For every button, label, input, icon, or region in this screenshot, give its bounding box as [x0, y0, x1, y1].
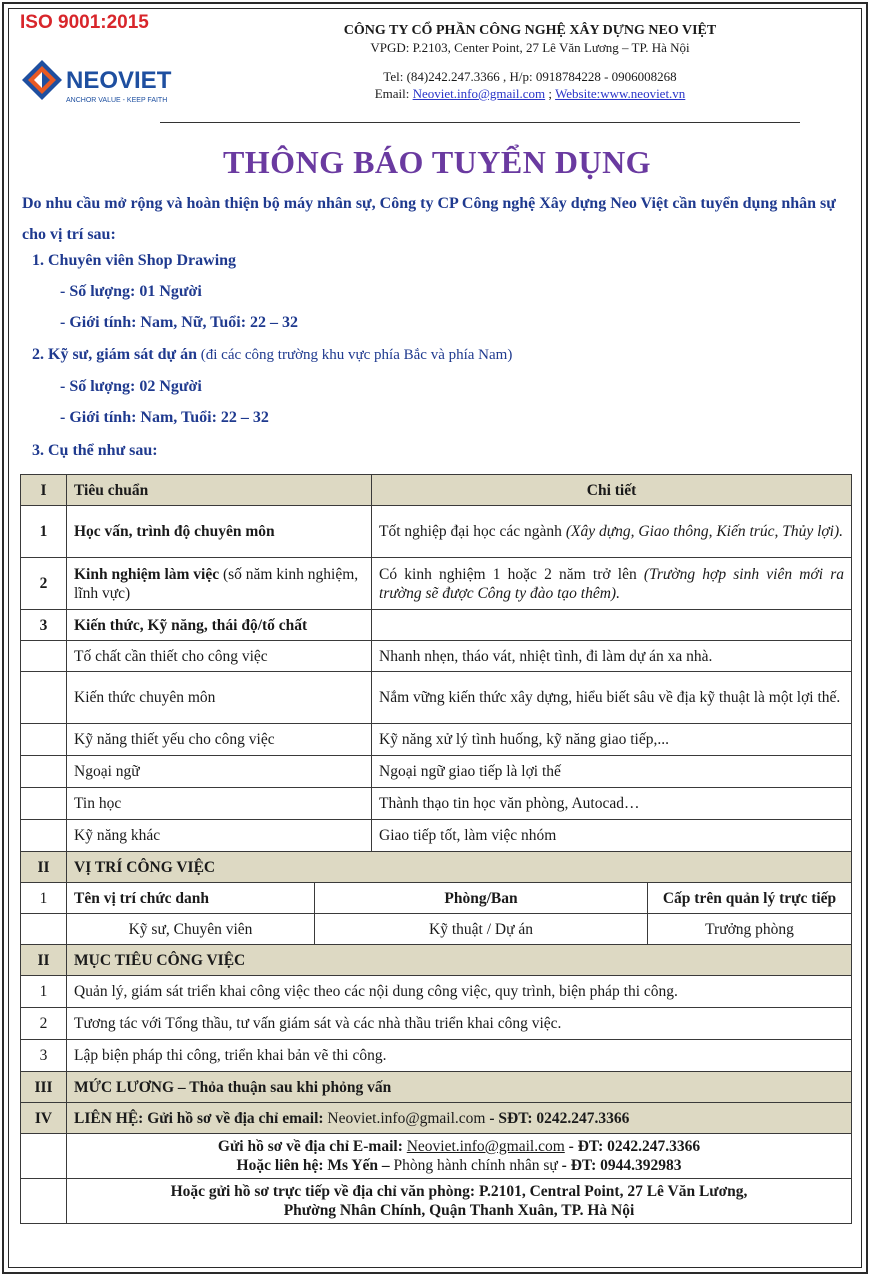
contact-address	[67, 1179, 852, 1224]
contact-person-prefix: Hoặc liên hệ: Ms Yến –	[236, 1157, 394, 1174]
email-link[interactable]: Neoviet.info@gmail.com	[412, 86, 546, 101]
table-row	[21, 1040, 852, 1072]
detail-education	[372, 506, 852, 558]
table-row	[21, 820, 852, 852]
address-line-1: Hoặc gửi hồ sơ trực tiếp về địa chỉ văn phòng: P.2101, Central Point, 27 Lê Văn Lương,	[170, 1183, 748, 1200]
table-row	[21, 506, 852, 558]
skill-label: Kỹ năng thiết yếu cho công việc	[67, 724, 372, 756]
column-header-details: Chi tiết	[372, 475, 852, 506]
skill-detail: Thành thạo tin học văn phòng, Autocad…	[372, 788, 852, 820]
contact-person-phone: - ĐT: 0944.392983	[557, 1157, 682, 1174]
section-number: II	[21, 945, 67, 976]
skill-label: Tin học	[67, 788, 372, 820]
goal-text: Lập biện pháp thi công, triển khai bản vẽ thi công.	[67, 1040, 852, 1072]
table-row	[21, 641, 852, 672]
intro-paragraph: Do nhu cầu mở rộng và hoàn thiện bộ máy nhân sự, Công ty CP Công nghệ Xây dựng Neo Việt cần tuyển dụng nhân sự cho vị trí sau:	[22, 195, 836, 243]
email-separator: ;	[545, 86, 556, 101]
table-row	[21, 724, 852, 756]
skill-detail: Kỹ năng xử lý tình huống, kỹ năng giao tiếp,...	[372, 724, 852, 756]
section-title: VỊ TRÍ CÔNG VIỆC	[67, 852, 852, 883]
detail-italic: (Trường hợp sinh viên mới ra trường sẽ được Công ty đào tạo thêm).	[379, 565, 845, 602]
skill-label: Kỹ năng khác	[67, 820, 372, 852]
table-row	[21, 914, 852, 945]
detail-text: Tốt nghiệp đại học các ngành	[379, 523, 566, 540]
address-line-2: Phường Nhân Chính, Quận Thanh Xuân, TP. Hà Nội	[283, 1202, 635, 1219]
contact-details	[67, 1134, 852, 1179]
goal-number: 3	[21, 1040, 67, 1072]
row-number-empty	[21, 820, 67, 852]
company-phone: Tel: (84)242.247.3366 , H/p: 0918784228 - 0906008268	[383, 69, 677, 84]
position-2-title: 2. Kỹ sư, giám sát dự án	[32, 346, 197, 363]
table-row	[21, 610, 852, 641]
goal-text: Quản lý, giám sát triển khai công việc theo các nội dung công việc, quy trình, biện pháp thi công.	[67, 976, 852, 1008]
company-email-line	[250, 85, 810, 102]
goal-text: Tương tác với Tổng thầu, tư vấn giám sát và các nhà thầu triển khai công việc.	[67, 1008, 852, 1040]
table-row	[21, 1008, 852, 1040]
position-value-department: Kỹ thuật / Dự án	[315, 914, 648, 945]
row-number: 1	[21, 506, 67, 558]
detail-italic: (Xây dựng, Giao thông, Kiến trúc, Thủy lợi).	[565, 523, 843, 540]
criteria-label: Kinh nghiệm làm việc	[74, 565, 220, 583]
section-row-goals	[21, 945, 852, 976]
company-header	[250, 22, 810, 102]
table-header-row	[21, 475, 852, 506]
email-prefix: Email:	[374, 86, 413, 101]
skill-detail: Nắm vững kiến thức xây dựng, hiểu biết sâu về địa kỹ thuật là một lợi thế.	[372, 672, 852, 724]
row-number: 1	[21, 883, 67, 914]
criteria-note: (số năm kinh nghiệm, lĩnh vực)	[74, 565, 359, 602]
table-row	[21, 672, 852, 724]
section-number: III	[21, 1072, 67, 1103]
table-row	[21, 883, 852, 914]
criteria-education: Học vấn, trình độ chuyên môn	[67, 506, 372, 558]
row-number-empty	[21, 914, 67, 945]
table-row	[21, 558, 852, 610]
row-number-empty	[21, 724, 67, 756]
section-number: II	[21, 852, 67, 883]
position-value-manager: Trưởng phòng	[648, 914, 852, 945]
section-title: MỤC TIÊU CÔNG VIỆC	[67, 945, 852, 976]
iso-certification: ISO 9001:2015	[20, 12, 149, 33]
column-header-criteria: Tiêu chuẩn	[67, 475, 372, 506]
position-1-gender: - Giới tính: Nam, Nữ, Tuổi: 22 – 32	[60, 314, 299, 331]
position-1-title: 1. Chuyên viên Shop Drawing	[32, 252, 237, 269]
skill-label: Kiến thức chuyên môn	[67, 672, 372, 724]
row-number-empty	[21, 756, 67, 788]
criteria-experience	[67, 558, 372, 610]
header-divider	[160, 122, 800, 123]
position-2-quantity: - Số lượng: 02 Người	[60, 378, 202, 395]
logo-wordmark: NEOVIET	[66, 67, 172, 94]
neoviet-logo	[20, 58, 180, 112]
contact-title-email[interactable]: Neoviet.info@gmail.com	[327, 1109, 486, 1127]
contact-title-text: LIÊN HỆ: Gửi hồ sơ về địa chỉ email:	[74, 1109, 328, 1127]
table-row	[21, 756, 852, 788]
skill-detail: Ngoại ngữ giao tiếp là lợi thế	[372, 756, 852, 788]
row-number: 2	[21, 558, 67, 610]
position-2-note: (đi các công trường khu vực phía Bắc và phía Nam)	[197, 347, 513, 363]
page-title: THÔNG BÁO TUYỂN DỤNG	[222, 144, 652, 180]
position-header-title: Tên vị trí chức danh	[67, 883, 315, 914]
position-value-title: Kỹ sư, Chuyên viên	[67, 914, 315, 945]
detail-text: Có kinh nghiệm 1 hoặc 2 năm trở lên	[379, 565, 644, 583]
section-row-position	[21, 852, 852, 883]
contact-title	[67, 1103, 852, 1134]
position-1-quantity: - Số lượng: 01 Người	[60, 283, 202, 300]
row-number-empty	[21, 672, 67, 724]
row-number-empty	[21, 1179, 67, 1224]
row-number: 3	[21, 610, 67, 641]
position-header-department: Phòng/Ban	[315, 883, 648, 914]
contact-email-phone: - ĐT: 0242.247.3366	[564, 1138, 701, 1155]
row-number-empty	[21, 641, 67, 672]
skill-label: Tố chất cần thiết cho công việc	[67, 641, 372, 672]
job-details-table	[20, 474, 852, 1224]
website-link[interactable]: Website:www.neoviet.vn	[555, 86, 686, 101]
salary-title: MỨC LƯƠNG – Thỏa thuận sau khi phỏng vấn	[67, 1072, 852, 1103]
row-number-empty	[21, 1134, 67, 1179]
contact-person-dept: Phòng hành chính nhân sự	[393, 1157, 558, 1174]
company-address: VPGD: P.2103, Center Point, 27 Lê Văn Lương – TP. Hà Nội	[370, 40, 690, 55]
skill-label: Ngoại ngữ	[67, 756, 372, 788]
detail-experience	[372, 558, 852, 610]
skill-detail: Nhanh nhẹn, tháo vát, nhiệt tình, đi làm dự án xa nhà.	[372, 641, 852, 672]
contact-email-line	[74, 1137, 844, 1156]
table-row	[21, 788, 852, 820]
contact-title-phone: - SĐT: 0242.247.3366	[485, 1109, 630, 1127]
goal-number: 2	[21, 1008, 67, 1040]
contact-person-line	[74, 1156, 844, 1175]
section-row-contact	[21, 1103, 852, 1134]
skill-detail: Giao tiếp tốt, làm việc nhóm	[372, 820, 852, 852]
contact-email-link[interactable]: Neoviet.info@gmail.com	[406, 1138, 565, 1155]
position-header-manager: Cấp trên quản lý trực tiếp	[648, 883, 852, 914]
section-number: I	[21, 475, 67, 506]
section-3-title: 3. Cụ thể như sau:	[32, 442, 158, 459]
table-row	[21, 1179, 852, 1224]
criteria-skills: Kiến thức, Kỹ năng, thái độ/tố chất	[67, 610, 372, 641]
position-2-line	[32, 346, 512, 364]
contact-email-prefix: Gửi hồ sơ về địa chỉ E-mail:	[217, 1138, 407, 1155]
section-row-salary	[21, 1072, 852, 1103]
section-number: IV	[21, 1103, 67, 1134]
table-row	[21, 1134, 852, 1179]
row-number-empty	[21, 788, 67, 820]
detail-empty	[372, 610, 852, 641]
logo-tagline: ANCHOR VALUE - KEEP FAITH	[66, 97, 168, 104]
position-2-gender: - Giới tính: Nam, Tuổi: 22 – 32	[60, 409, 269, 426]
goal-number: 1	[21, 976, 67, 1008]
table-row	[21, 976, 852, 1008]
company-name: CÔNG TY CỔ PHẦN CÔNG NGHỆ XÂY DỰNG NEO VIỆT	[343, 23, 717, 38]
